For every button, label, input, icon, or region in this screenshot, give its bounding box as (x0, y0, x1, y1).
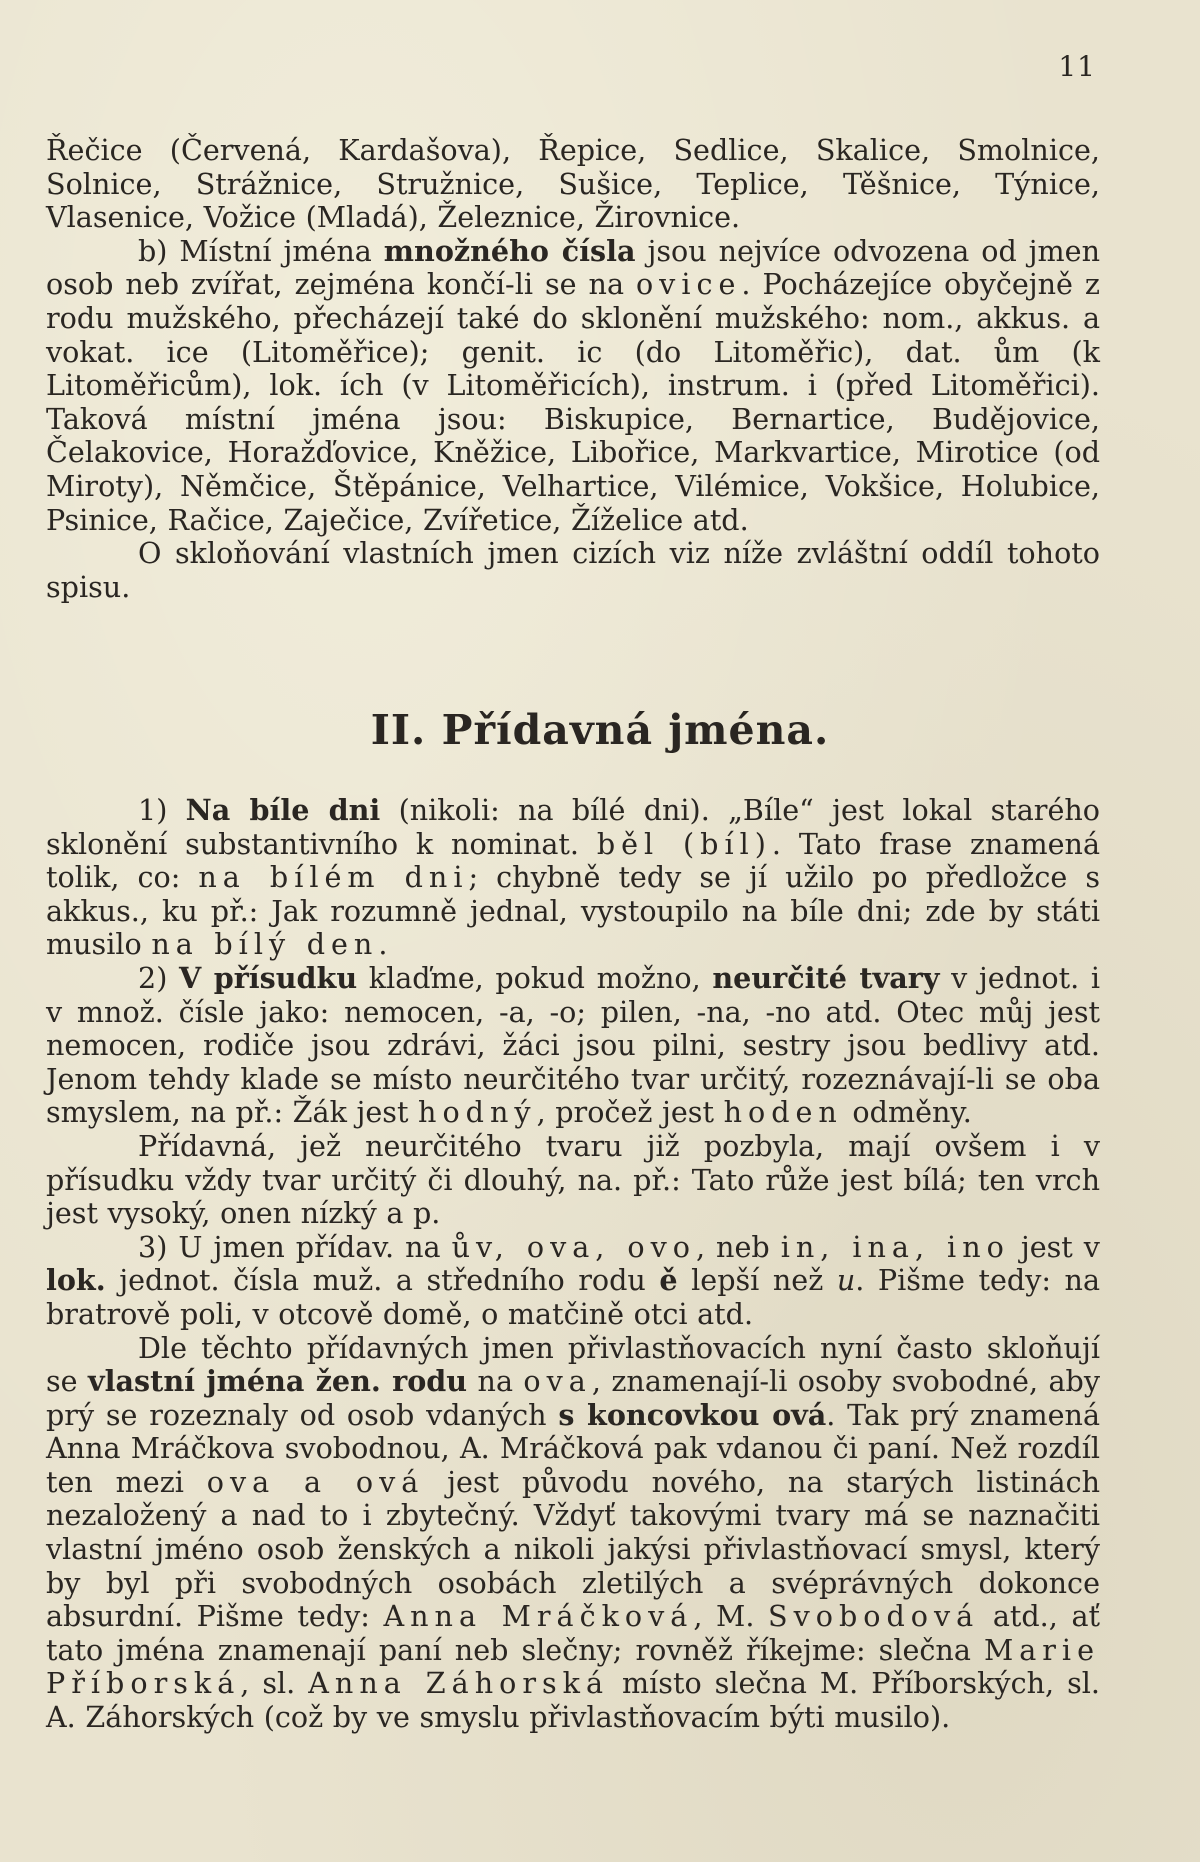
bold-term: lok. (46, 1263, 106, 1298)
spaced-term: Marie Příborská (46, 1632, 1100, 1701)
italic-term: u (836, 1263, 856, 1298)
section-adjectives (46, 794, 1100, 1735)
section-place-names (46, 134, 1100, 604)
spaced-term: ova (523, 1364, 592, 1399)
spaced-term: hodný (418, 1095, 537, 1130)
bold-term: ě (659, 1263, 678, 1298)
spaced-term: in, ina, ino (780, 1229, 1010, 1264)
page-number: 11 (1058, 50, 1096, 83)
bold-term: množného čísla (383, 233, 636, 268)
spaced-term: ova a ová (206, 1464, 425, 1499)
paragraph-place-list: Řečice (Červená, Kardašova), Řepice, Sedlice, Skalice, Smolnice, Solnice, Strážnice, Stružnice, Sušice, Teplice, Těšnice, Týnice, Vlasenice, Vožice (Mladá), Železnice, Žirovnice. (46, 133, 1100, 235)
spaced-term: Anna Záhorská (308, 1666, 610, 1701)
bold-term: s koncovkou ová (558, 1397, 827, 1432)
paragraph-plural-place-names: b) Místní jména množného čísla jsou nejvíce odvozena od jmen osob neb zvířat, zejména končí-li se na ovice. Pocházejíce obyčejně z rodu mužského, přecházejí také do sklonění mužského: nom., akkus. a vokat. ice (Litoměřice); genit. ic (do Litoměřic), dat. ům (k Litoměřicům), lok. ích (v Litoměřicích), instrum. i (před Litoměřici). Taková místní jména jsou: Biskupice, Bernartice, Budějovice, Čelakovice, Horažďovice, Kněžice, Libořice, Markvartice, Mirotice (od Miroty), Němčice, Štěpánice, Velhartice, Vilémice, Vokšice, Holubice, Psinice, Račice, Zaječice, Zvířetice, Žíželice atd. (46, 233, 1100, 537)
spaced-term: na bílém dni (198, 860, 469, 895)
section-heading: II. Přídavná jména. (370, 706, 830, 754)
spaced-term: Anna Mráčková (383, 1599, 694, 1634)
bold-term: vlastní jména žen. rodu (88, 1364, 468, 1399)
paragraph-rule-2-note: Přídavná, jež neurčitého tvaru již pozbyla, mají ovšem i v přísudku vždy tvar určitý či dlouhý, na. př.: Tato růže jest bílá; ten vrch jest vysoký, onen nízký a p. (46, 1128, 1100, 1231)
spaced-term: ův, ova, ovo (451, 1229, 696, 1264)
spaced-term: běl (bíl) (596, 826, 772, 861)
bold-term: V přísudku (179, 960, 358, 995)
spaced-term: ovice (635, 267, 742, 302)
paragraph-foreign-names-note: O skloňování vlastních jmen cizích viz níže zvláštní oddíl tohoto spisu. (46, 536, 1100, 604)
paragraph-rule-2: 2) V přísudku klaďme, pokud možno, neurčité tvary v jednot. i v množ. čísle jako: nemocen, -a, -o; pilen, -na, -no atd. Otec můj jest nemocen, rodiče jsou zdrávi, žáci jsou pilni, sestry jsou bedlivy atd. Jenom tehdy klade se místo neurčitého tvar určitý, rozeznávají-li se oba smyslem, na př.: Žák jest hodný, pročež jest hoden odměny. (46, 960, 1101, 1130)
paragraph-rule-3: 3) U jmen přídav. na ův, ova, ovo, neb in, ina, ino jest v lok. jednot. čísla muž. a středního rodu ě lepší než u. Pišme tedy: na bratrově poli, v otcově domě, o matčině otci atd. (46, 1229, 1100, 1331)
bold-term: neurčité tvary (712, 960, 940, 995)
paragraph-female-surnames: Dle těchto přídavných jmen přivlastňovacích nyní často skloňují se vlastní jména žen. rodu na ova, znamenají-li osoby svobodné, aby prý se rozeznaly od osob vdaných s koncovkou ová. Tak prý znamená Anna Mráčkova svobodnou, A. Mráčková pak vdanou či paní. Než rozdíl ten mezi ova a ová jest původu nového, na starých listinách nezaložený a nad to i zbytečný. Vždyť takovými tvary má se naznačiti vlastní jméno osob ženských a nikoli jakýsi přivlastňovací smysl, který by byl při svobodných osobách zletilých a svéprávných dokonce absurdní. Pišme tedy: Anna Mráčková, M. Svobodová atd., ať tato jména znamenají paní neb slečny; rovněž říkejme: slečna Marie Příborská, sl. Anna Záhorská místo slečna M. Příborských, sl. A. Záhorských (což by ve smyslu přivlastňovacím býti musilo). (46, 1330, 1101, 1735)
bold-term: Na bíle dni (185, 793, 381, 827)
paragraph-rule-1: 1) Na bíle dni (nikoli: na bílé dni). „Bíle“ jest lokal starého sklonění substantivního k nominat. běl (bíl). Tato frase znamená tolik, co: na bílém dni; chybně tedy se jí užilo po předložce s akkus., ku př.: Jak rozumně jednal, vystoupilo na bíle dni; zde by státi musilo na bílý den. (46, 793, 1101, 962)
spaced-term: na bílý den (151, 927, 379, 962)
spaced-term: Svobodová (768, 1599, 980, 1634)
spaced-term: hoden (723, 1095, 843, 1130)
